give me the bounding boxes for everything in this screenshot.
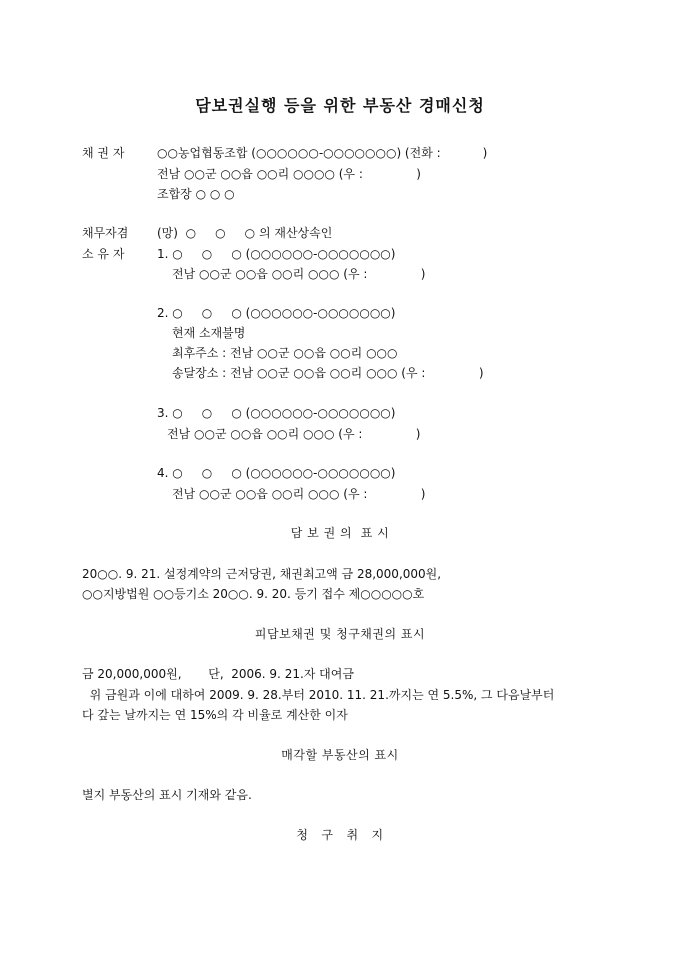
claim-line-1: 금 20,000,000원, 단, 2006. 9. 21.자 대여금 [82, 667, 354, 681]
debtor-label: 채무자겸 [82, 226, 129, 240]
owner-3-address: 전남 ○○군 ○○읍 ○○리 ○○○ (우 : ) [167, 427, 421, 441]
property-line-1: 별지 부동산의 표시 기재와 같음. [82, 788, 252, 802]
owner-1-name: 1. ○ ○ ○ (○○○○○○-○○○○○○○) [157, 247, 396, 261]
owner-2-last-address: 최후주소 : 전남 ○○군 ○○읍 ○○리 ○○○ [172, 346, 398, 360]
creditor-name-line: ○○농업협동조합 (○○○○○○-○○○○○○○) (전화 : ) [157, 146, 488, 160]
security-line-2: ○○지방법원 ○○등기소 20○○. 9. 20. 등기 접수 제○○○○○호 [82, 587, 425, 601]
creditor-address-line: 전남 ○○군 ○○읍 ○○리 ○○○○ (우 : ) [157, 167, 421, 181]
owner-2-delivery-address: 송달장소 : 전남 ○○군 ○○읍 ○○리 ○○○ (우 : ) [172, 366, 484, 380]
owner-4-name: 4. ○ ○ ○ (○○○○○○-○○○○○○○) [157, 466, 396, 480]
property-heading: 매각할 부동산의 표시 [281, 748, 399, 762]
creditor-representative-line: 조합장 ○ ○ ○ [157, 187, 235, 201]
claim-heading: 피담보채권 및 청구채권의 표시 [254, 627, 426, 641]
claim-line-2: 위 금원과 이에 대하여 2009. 9. 28.부터 2010. 11. 21.까지는 연 5.5%, 그 다음날부터 [82, 688, 555, 702]
purpose-heading: 청 구 취 지 [296, 828, 384, 842]
debtor-line: (망) ○ ○ ○ 의 재산상속인 [157, 226, 333, 240]
owner-label: 소 유 자 [82, 247, 125, 261]
security-heading: 담 보 권 의 표 시 [290, 526, 390, 540]
document-title: 담보권실행 등을 위한 부동산 경매신청 [195, 96, 485, 115]
owner-2-status: 현재 소재불명 [172, 326, 246, 340]
owner-1-address: 전남 ○○군 ○○읍 ○○리 ○○○ (우 : ) [172, 267, 426, 281]
owner-2-name: 2. ○ ○ ○ (○○○○○○-○○○○○○○) [157, 306, 396, 320]
security-line-1: 20○○. 9. 21. 설정계약의 근저당권, 채권최고액 금 28,000,000원, [82, 567, 442, 581]
creditor-label: 채 권 자 [82, 146, 125, 160]
owner-3-name: 3. ○ ○ ○ (○○○○○○-○○○○○○○) [157, 406, 396, 420]
owner-4-address: 전남 ○○군 ○○읍 ○○리 ○○○ (우 : ) [172, 487, 426, 501]
claim-line-3: 다 갚는 날까지는 연 15%의 각 비율로 계산한 이자 [82, 708, 348, 722]
